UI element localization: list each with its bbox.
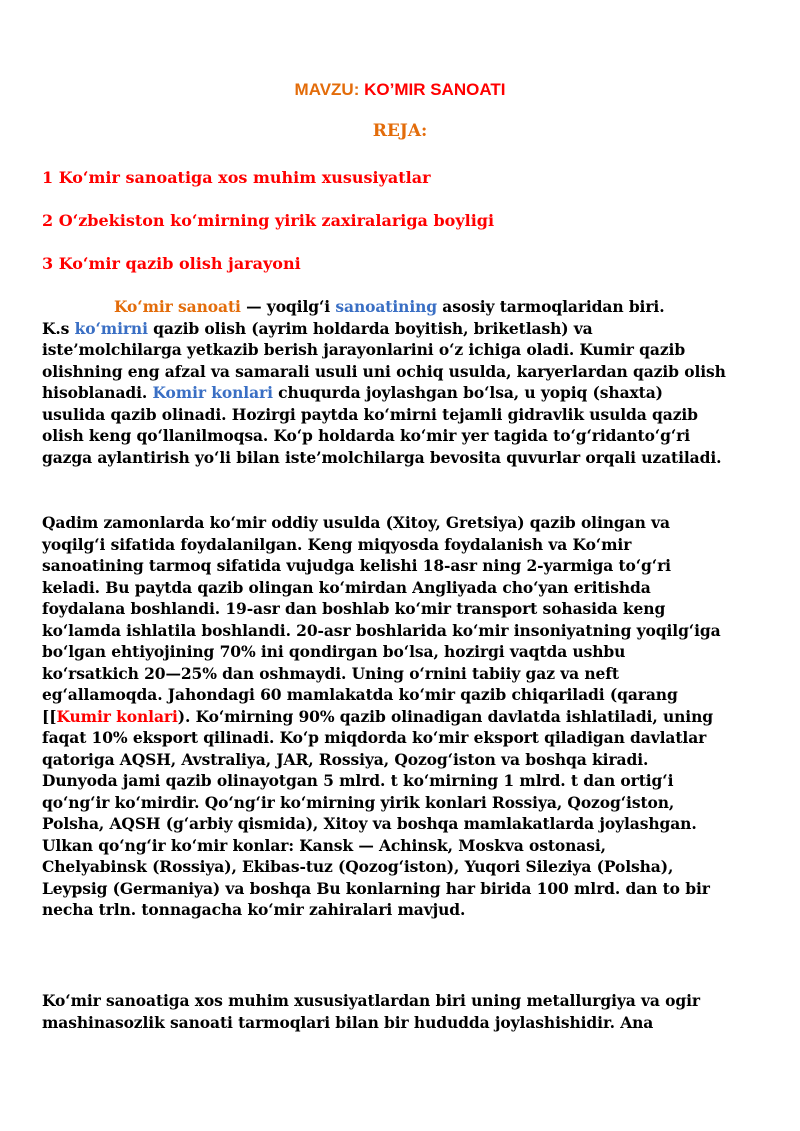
text-line: qo‘ng‘ir ko‘mirdir. Qo‘ng‘ir ko‘mirning yirik konlari Rossiya, Qozog‘iston, (42, 792, 675, 812)
text-line: usulida qazib olinadi. Hozirgi paytda ko‘mirni tejamli gidravlik usulda qazib (42, 404, 698, 424)
text-line: ko‘rsatkich 20—25% dan oshmaydi. Uning o‘rnini tabiiy gaz va neft (42, 663, 619, 683)
text-span: — yoqilg‘i (240, 297, 336, 316)
text-line: qatoriga AQSH, Avstraliya, JAR, Rossiya, Qozog‘iston va boshqa kiradi. (42, 749, 649, 769)
paragraph-features (42, 990, 772, 1033)
title-label: MAVZU: (294, 80, 365, 99)
text-line (42, 296, 772, 318)
paragraph-history (42, 512, 772, 921)
link-komir-sanoati[interactable]: Ko‘mir sanoati (114, 297, 241, 316)
plan-item-2: 2 O‘zbekiston ko‘mirning yirik zaxiralariga boyligi (42, 211, 495, 230)
text-line: foydalana boshlandi. 19-asr dan boshlab ko‘mir transport sohasida keng (42, 599, 666, 618)
text-line: yoqilg‘i sifatida foydalanilgan. Keng miqyosda foydalanish va Ko‘mir (42, 534, 632, 554)
text-span: [[ (42, 706, 57, 726)
text-span: hisoblanadi. (42, 383, 153, 402)
text-line (42, 318, 772, 340)
text-line: Ulkan qo‘ng‘ir ko‘mir konlar: Kansk — Achinsk, Moskva ostonasi, (42, 835, 606, 855)
text-span: K.s (42, 318, 75, 338)
text-line: gazga aylantirish yo‘li bilan iste’molchilarga bevosita quvurlar orqali uzatiladi. (42, 447, 722, 467)
text-line: olishning eng afzal va samarali usuli uni ochiq usulda, karyerlardan qazib olish (42, 361, 726, 381)
text-line: necha trln. tonnagacha ko‘mir zahiralari mavjud. (42, 900, 466, 919)
text-line (42, 706, 772, 728)
text-line: ko‘lamda ishlatila boshlandi. 20-asr boshlarida ko‘mir insoniyatning yoqilg‘iga (42, 620, 721, 640)
text-line: iste’molchilarga yetkazib berish jarayonlarini o‘z ichiga oladi. Kumir qazib (42, 340, 686, 359)
text-span: qazib olish (ayrim holdarda boyitish, briketlash) va (147, 318, 593, 338)
plan-item-1: 1 Ko‘mir sanoatiga xos muhim xususiyatlar (42, 168, 431, 187)
text-line: Ko‘mir sanoatiga xos muhim xususiyatlardan biri uning metallurgiya va ogir (42, 991, 700, 1010)
text-line: Chelyabinsk (Rossiya), Ekibas-tuz (Qozog‘iston), Yuqori Sileziya (Polsha), (42, 857, 674, 876)
text-span: asosiy tarmoqlaridan biri. (437, 297, 665, 316)
link-sanoatining[interactable]: sanoatining (335, 297, 438, 316)
plan-item-3: 3 Ko‘mir qazib olish jarayoni (42, 254, 301, 273)
text-line: keladi. Bu paytda qazib olingan ko‘mirdan Angliyada cho‘yan eritishda (42, 577, 651, 597)
link-komir-konlari[interactable]: Komir konlari (152, 383, 273, 402)
text-span: ). Ko‘mirning 90% qazib olinadigan davlatda ishlatiladi, uning (177, 706, 713, 726)
text-line: sanoatining tarmoq sifatida vujudga kelishi 18-asr ning 2-yarmiga to‘g‘ri (42, 556, 671, 575)
text-line: Leypsig (Germaniya) va boshqa Bu konlarning har birida 100 mlrd. dan to bir (42, 878, 710, 898)
plan-heading: REJA: (372, 121, 428, 141)
title-topic: KO’MIR SANOATI (364, 80, 506, 99)
link-komirni[interactable]: ko‘mirni (74, 318, 148, 338)
text-line: olish keng qo‘llanilmoqsa. Ko‘p holdarda ko‘mir yer tagida to‘g‘ridanto‘g‘ri (42, 426, 690, 445)
text-line: Polsha, AQSH (g‘arbiy qismida), Xitoy va boshqa mamlakatlarda joylashgan. (42, 814, 697, 833)
text-span: chuqurda joylashgan bo‘lsa, u yopiq (shaxta) (272, 383, 663, 402)
page-title (0, 80, 800, 100)
text-line: Dunyoda jami qazib olinayotgan 5 mlrd. t ko‘mirning 1 mlrd. t dan ortig‘i (42, 771, 674, 790)
link-kumir-konlari[interactable]: Kumir konlari (56, 706, 178, 726)
text-line: eg‘allamoqda. Jahondagi 60 mamlakatda ko‘mir qazib chiqariladi (qarang (42, 685, 678, 704)
text-line: mashinasozlik sanoati tarmoqlari bilan bir hududda joylashishidir. Ana (42, 1012, 654, 1032)
text-line: Qadim zamonlarda ko‘mir oddiy usulda (Xitoy, Gretsiya) qazib olingan va (42, 513, 670, 532)
text-line (42, 382, 772, 404)
text-line: bo‘lgan ehtiyojining 70% ini qondirgan bo‘lsa, hozirgi vaqtda ushbu (42, 642, 626, 661)
text-line: faqat 10% eksport qilinadi. Ko‘p miqdorda ko‘mir eksport qiladigan davlatlar (42, 728, 707, 747)
paragraph-intro (42, 296, 772, 468)
